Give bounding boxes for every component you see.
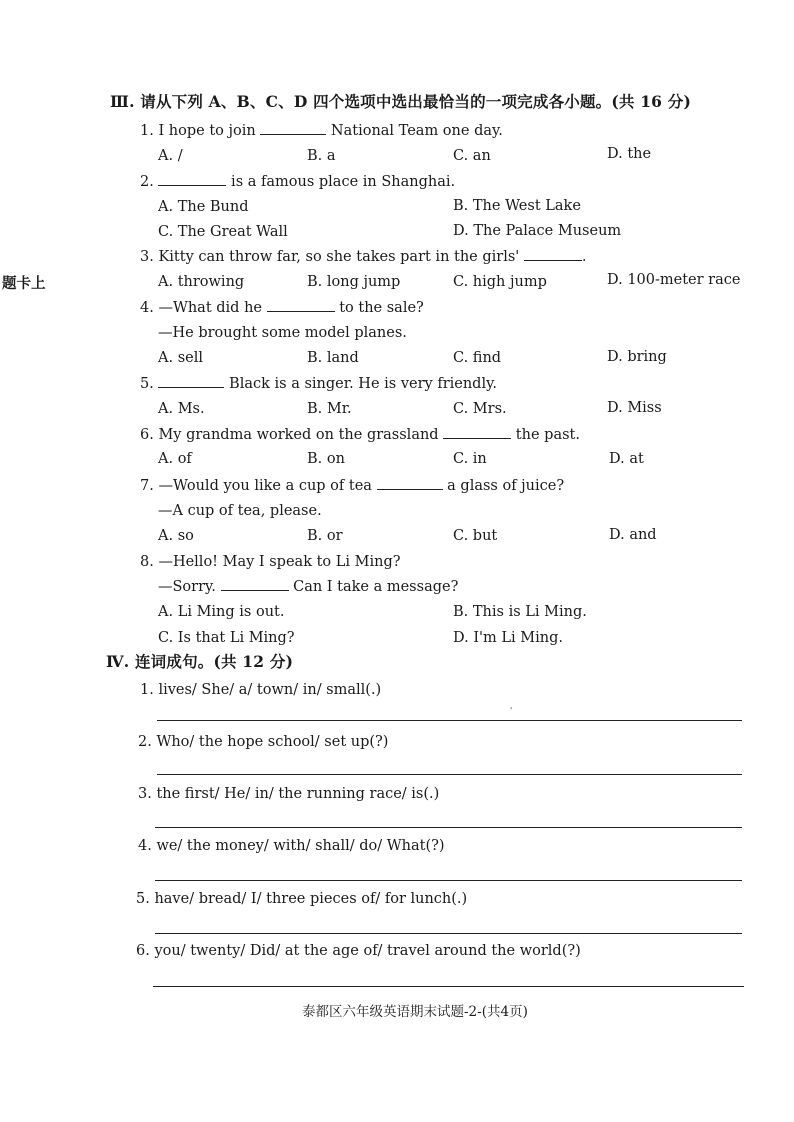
question-7-option-a[interactable]: A. so xyxy=(158,528,194,544)
question-7-stem-b: a glass of juice? xyxy=(442,478,565,494)
sentence-item-2: 2. Who/ the hope school/ set up(?) xyxy=(138,734,389,750)
question-4-option-b[interactable]: B. land xyxy=(307,350,359,366)
question-3-option-c[interactable]: C. high jump xyxy=(453,274,547,290)
answer-line-3[interactable] xyxy=(155,827,742,828)
question-5 xyxy=(140,375,497,393)
question-8-option-b[interactable]: B. This is Li Ming. xyxy=(453,604,587,620)
answer-blank[interactable] xyxy=(221,590,289,591)
page-footer: 泰都区六年级英语期末试题-2-(共4页) xyxy=(302,1004,528,1020)
question-5-option-a[interactable]: A. Ms. xyxy=(158,401,205,417)
question-7-reply: —A cup of tea, please. xyxy=(158,503,322,519)
question-5-stem-b: Black is a singer. He is very friendly. xyxy=(224,376,497,392)
answer-line-6[interactable] xyxy=(153,986,744,987)
question-4-stem-a: 4. —What did he xyxy=(140,300,267,316)
side-note: 题卡上 xyxy=(2,275,46,292)
answer-line-5[interactable] xyxy=(155,933,742,934)
question-3-stem-a: 3. Kitty can throw far, so she takes part in the girls' xyxy=(140,249,524,265)
answer-blank[interactable] xyxy=(158,185,226,186)
question-8-stem-b: Can I take a message? xyxy=(288,579,459,595)
question-7-stem-a: 7. —Would you like a cup of tea xyxy=(140,478,377,494)
question-3-option-a[interactable]: A. throwing xyxy=(158,274,245,290)
question-5-stem-a: 5. xyxy=(140,376,159,392)
question-1-option-a[interactable]: A. / xyxy=(158,148,183,164)
answer-line-4[interactable] xyxy=(155,880,742,881)
question-1 xyxy=(140,122,503,140)
question-6-stem-a: 6. My grandma worked on the grassland xyxy=(140,427,444,443)
sentence-item-1: 1. lives/ She/ a/ town/ in/ small(.) xyxy=(140,682,382,698)
question-1-stem-b: National Team one day. xyxy=(326,123,503,139)
question-3-option-b[interactable]: B. long jump xyxy=(307,274,401,290)
question-2-option-b[interactable]: B. The West Lake xyxy=(453,198,581,214)
answer-blank[interactable] xyxy=(158,387,224,388)
answer-blank[interactable] xyxy=(267,311,335,312)
question-4-option-c[interactable]: C. find xyxy=(453,350,502,366)
question-8-stem-a: —Sorry. xyxy=(158,579,221,595)
question-4-stem-b: to the sale? xyxy=(334,300,424,316)
question-1-option-b[interactable]: B. a xyxy=(307,148,336,164)
sentence-item-3: 3. the first/ He/ in/ the running race/ is(.) xyxy=(138,786,440,802)
question-1-option-c[interactable]: C. an xyxy=(453,148,491,164)
answer-blank[interactable] xyxy=(377,489,443,490)
answer-line-1[interactable] xyxy=(157,720,742,721)
section-4-title: Ⅳ. 连词成句。(共 12 分) xyxy=(106,652,294,671)
question-6-stem-b: the past. xyxy=(511,427,580,443)
answer-blank[interactable] xyxy=(260,134,326,135)
question-4 xyxy=(140,299,424,317)
question-8-option-d[interactable]: D. I'm Li Ming. xyxy=(453,630,563,646)
question-8-option-c[interactable]: C. Is that Li Ming? xyxy=(158,630,295,646)
question-7-option-d[interactable]: D. and xyxy=(609,527,657,543)
question-7-option-b[interactable]: B. or xyxy=(307,528,343,544)
question-3-option-d[interactable]: D. 100-meter race xyxy=(607,272,741,288)
question-2-option-d[interactable]: D. The Palace Museum xyxy=(453,223,622,239)
question-6-option-c[interactable]: C. in xyxy=(453,451,487,467)
question-6-option-d[interactable]: D. at xyxy=(609,451,644,467)
question-8: 8. —Hello! May I speak to Li Ming? xyxy=(140,554,401,570)
answer-line-2[interactable] xyxy=(157,774,742,775)
sentence-item-4: 4. we/ the money/ with/ shall/ do/ What(?) xyxy=(138,838,445,854)
question-2-stem-b: is a famous place in Shanghai. xyxy=(226,174,456,190)
section-3-title: Ⅲ. 请从下列 A、B、C、D 四个选项中选出最恰当的一项完成各小题。(共 16 分) xyxy=(110,92,691,111)
question-4-option-a[interactable]: A. sell xyxy=(158,350,203,366)
sentence-item-5: 5. have/ bread/ I/ three pieces of/ for lunch(.) xyxy=(136,891,468,907)
question-5-option-c[interactable]: C. Mrs. xyxy=(453,401,507,417)
question-1-option-d[interactable]: D. the xyxy=(607,146,652,162)
question-3-stem-b: . xyxy=(581,249,587,265)
question-6-option-b[interactable]: B. on xyxy=(307,451,345,467)
question-2 xyxy=(140,173,455,191)
question-8-reply xyxy=(158,578,458,596)
question-5-option-b[interactable]: B. Mr. xyxy=(307,401,352,417)
question-6-option-a[interactable]: A. of xyxy=(158,451,192,467)
print-speck: ꞌ xyxy=(510,706,513,715)
question-2-option-a[interactable]: A. The Bund xyxy=(158,199,249,215)
answer-blank[interactable] xyxy=(524,260,582,261)
question-1-stem-a: 1. I hope to join xyxy=(140,123,261,139)
question-5-option-d[interactable]: D. Miss xyxy=(607,400,662,416)
sentence-item-6: 6. you/ twenty/ Did/ at the age of/ travel around the world(?) xyxy=(136,943,581,959)
question-7-option-c[interactable]: C. but xyxy=(453,528,498,544)
question-6 xyxy=(140,426,580,444)
question-4-option-d[interactable]: D. bring xyxy=(607,349,667,365)
question-8-option-a[interactable]: A. Li Ming is out. xyxy=(158,604,285,620)
question-3 xyxy=(140,248,587,266)
question-4-reply: —He brought some model planes. xyxy=(158,325,407,341)
answer-blank[interactable] xyxy=(443,438,511,439)
question-7 xyxy=(140,477,564,495)
question-2-stem-a: 2. xyxy=(140,174,159,190)
question-2-option-c[interactable]: C. The Great Wall xyxy=(158,224,288,240)
